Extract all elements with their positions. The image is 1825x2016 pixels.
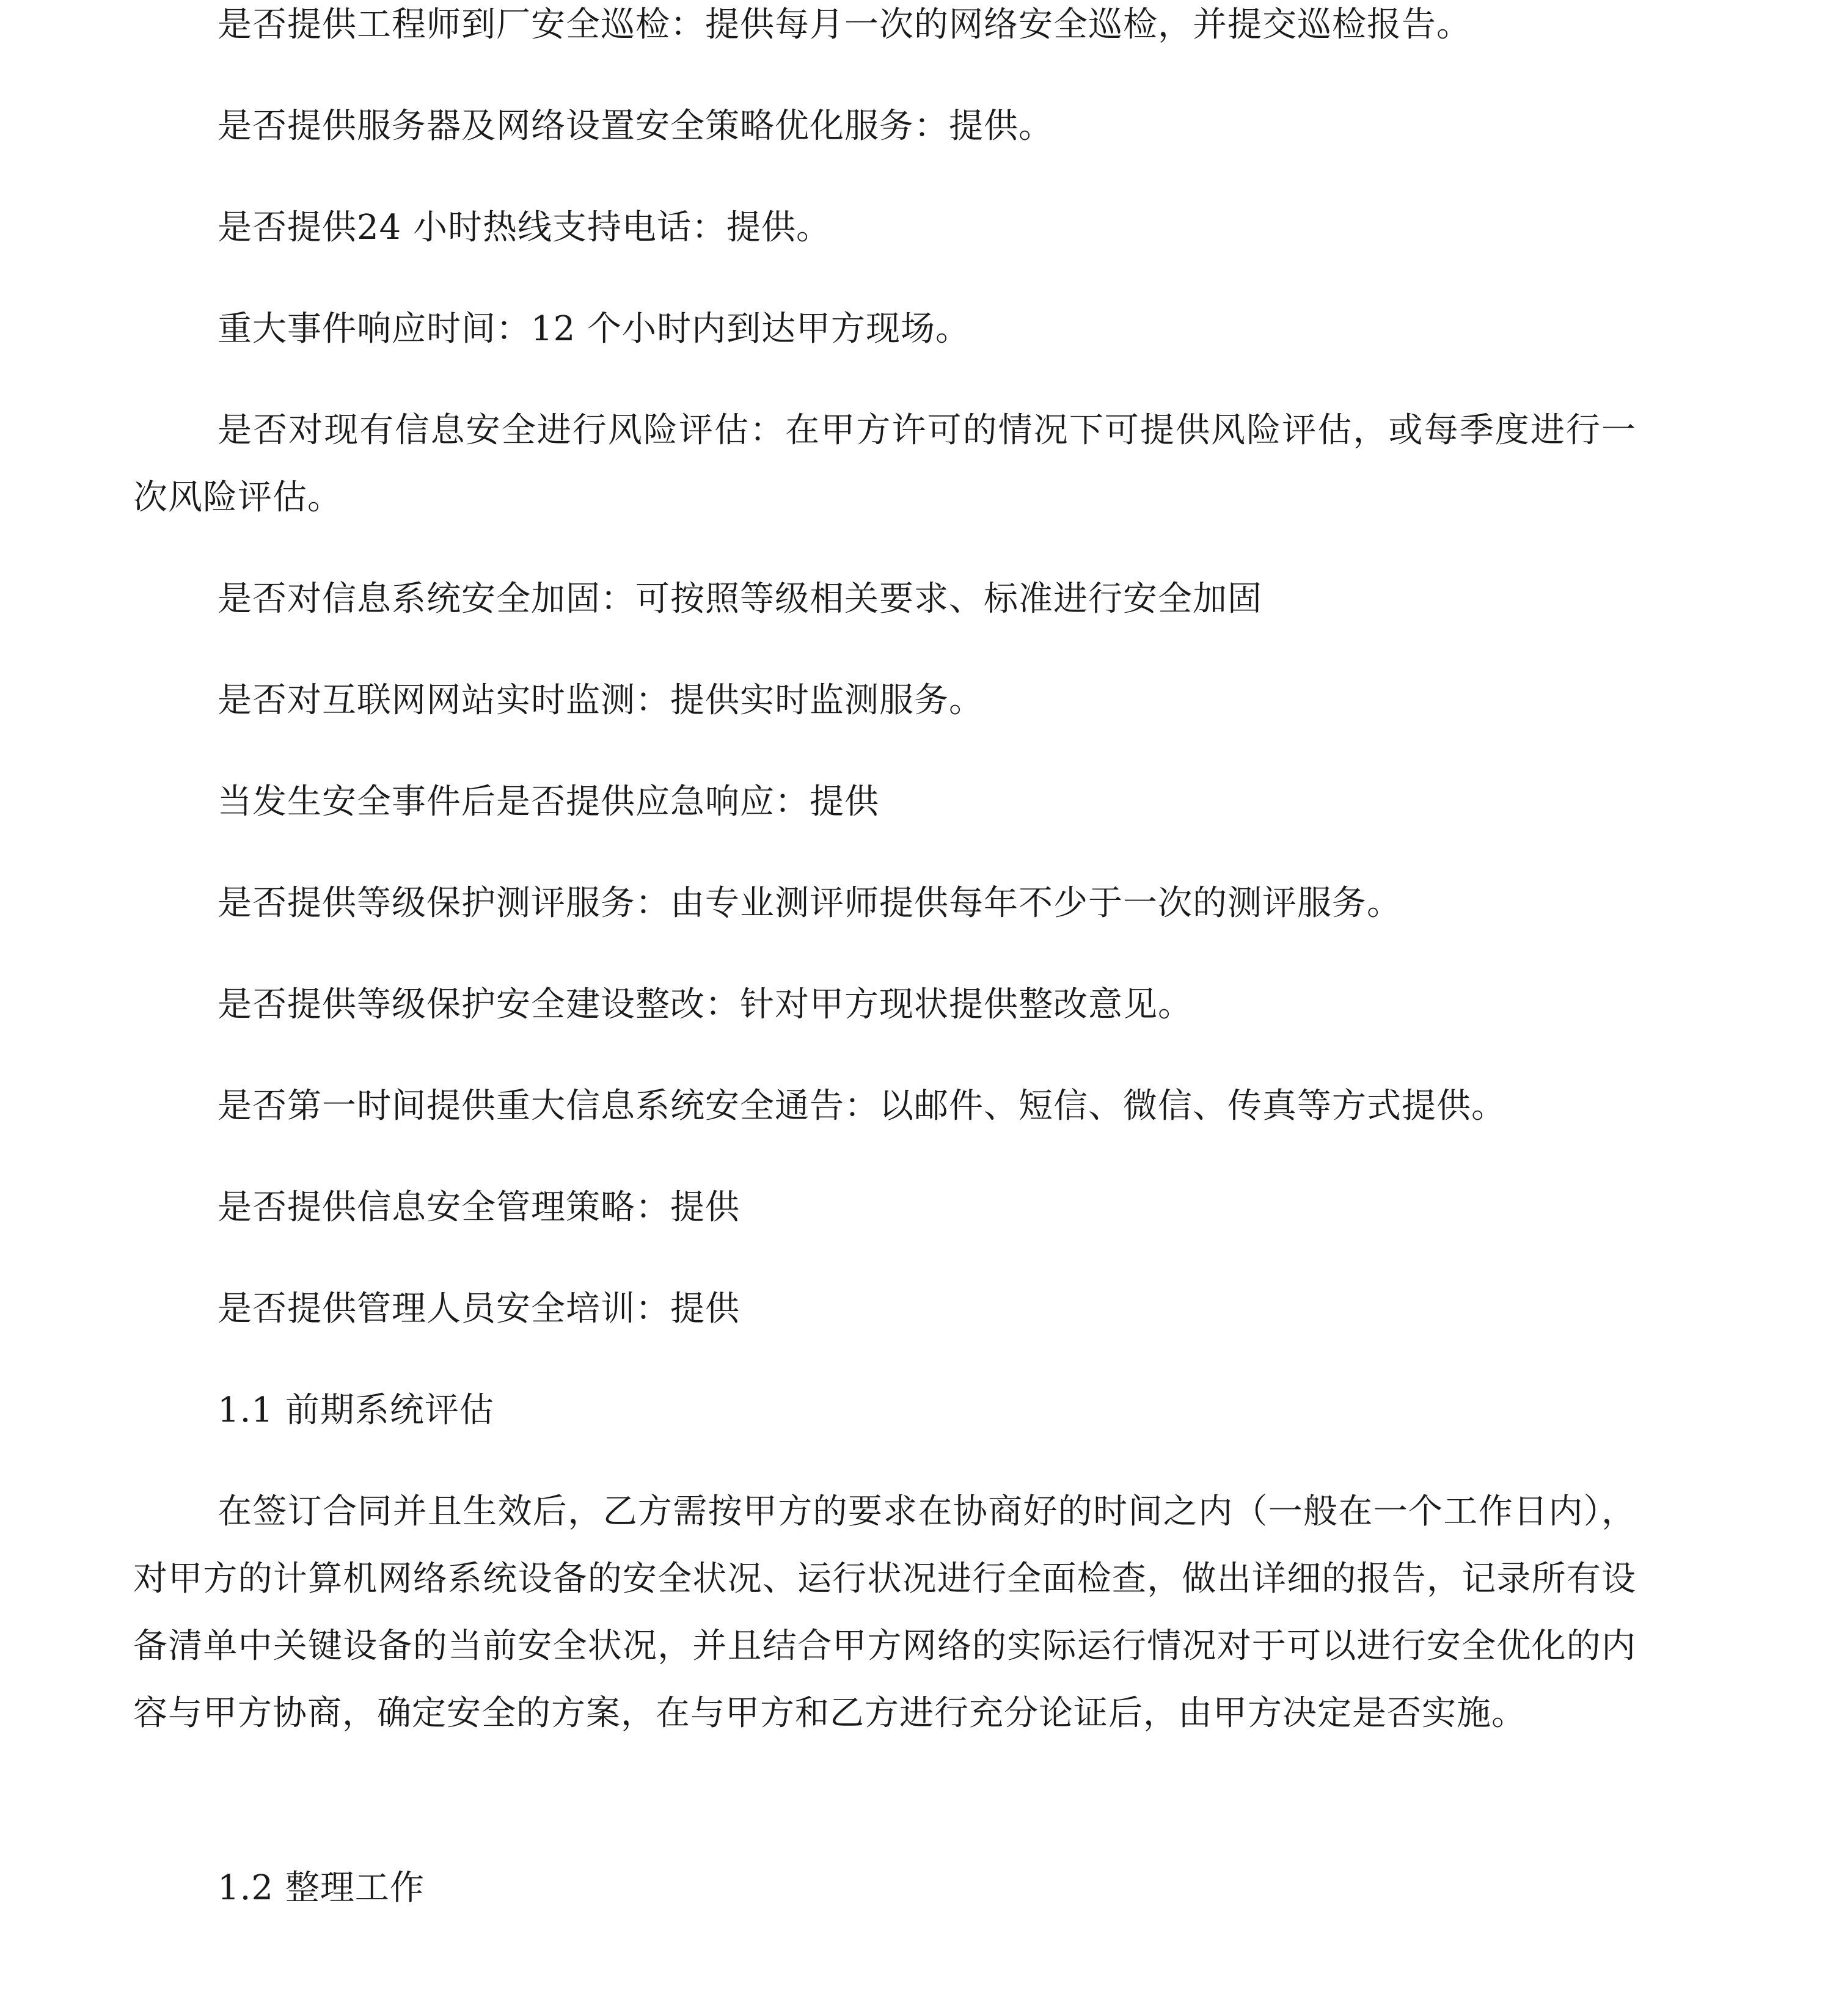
paragraph-risk-assessment: 是否对现有信息安全进行风险评估：在甲方许可的情况下可提供风险评估，或每季度进行一次风险评估。 [133, 411, 1636, 517]
paragraph-preliminary-assessment-body: 在签订合同并且生效后，乙方需按甲方的要求在协商好的时间之内（一般在一个工作日内），对甲方的计算机网络系统设备的安全状况、运行状况进行全面检查，做出详细的报告，记录所有设备清单中关键设备的当前安全状况，并且结合甲方网络的实际运行情况对于可以进行安全优化的内容与甲方协商，确定安全的方案，在与甲方和乙方进行充分论证后，由甲方决定是否实施。 [133, 1492, 1636, 1733]
paragraph-staff-training: 是否提供管理人员安全培训：提供 [218, 1289, 740, 1329]
paragraph-website-monitoring: 是否对互联网网站实时监测：提供实时监测服务。 [218, 681, 984, 720]
paragraph-onsite-inspection: 是否提供工程师到厂安全巡检：提供每月一次的网络安全巡检，并提交巡检报告。 [218, 5, 1471, 45]
paragraph-policy-optimization: 是否提供服务器及网络设置安全策略优化服务：提供。 [218, 106, 1053, 146]
paragraph-security-notice: 是否第一时间提供重大信息系统安全通告：以邮件、短信、微信、传真等方式提供。 [218, 1086, 1506, 1126]
paragraph-hotline-support: 是否提供24 小时热线支持电话：提供。 [218, 208, 832, 247]
paragraph-security-hardening: 是否对信息系统安全加固：可按照等级相关要求、标准进行安全加固 [218, 579, 1262, 619]
section-heading-preliminary-assessment: 1.1 前期系统评估 [218, 1390, 494, 1430]
paragraph-management-policy: 是否提供信息安全管理策略：提供 [218, 1188, 740, 1227]
paragraph-rectification: 是否提供等级保护安全建设整改：针对甲方现状提供整改意见。 [218, 985, 1193, 1024]
paragraph-protection-evaluation: 是否提供等级保护测评服务：由专业测评师提供每年不少于一次的测评服务。 [218, 883, 1402, 923]
paragraph-emergency-response: 当发生安全事件后是否提供应急响应：提供 [218, 782, 879, 822]
section-heading-organization-work: 1.2 整理工作 [218, 1868, 425, 1908]
paragraph-response-time: 重大事件响应时间：12 个小时内到达甲方现场。 [218, 309, 971, 349]
